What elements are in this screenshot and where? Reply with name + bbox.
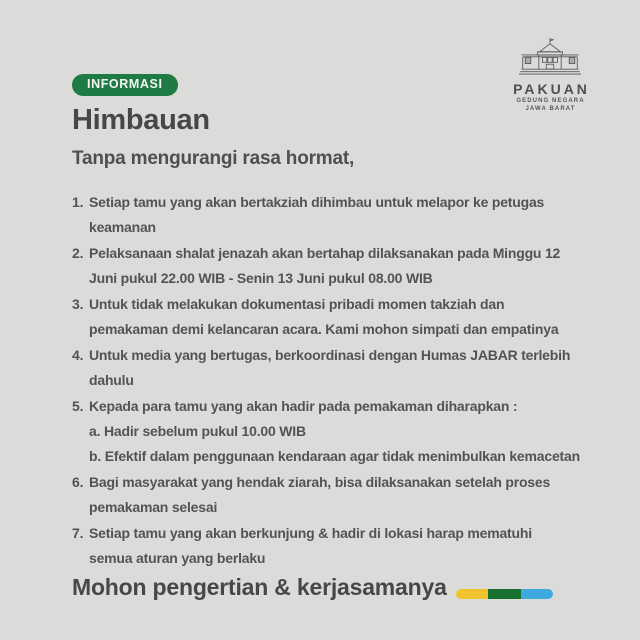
- list-item-number: 7.: [72, 525, 84, 541]
- list-line: semua aturan yang berlaku: [89, 550, 266, 566]
- page-title: Himbauan: [72, 104, 210, 136]
- accent-bar-green-segment: [488, 589, 520, 599]
- logo-subtitle-1: GEDUNG NEGARA: [516, 98, 585, 104]
- list-item-3: [72, 292, 612, 342]
- list-line: pemakaman selesai: [89, 499, 218, 515]
- list-line: Juni pukul 22.00 WIB - Senin 13 Juni pukul 08.00 WIB: [89, 270, 433, 286]
- list-item-4: [72, 343, 612, 393]
- list-line: Untuk tidak melakukan dokumentasi pribadi momen takziah dan: [89, 296, 505, 312]
- list-line: Setiap tamu yang akan berkunjung & hadir di lokasi harap mematuhi: [89, 525, 532, 541]
- page-subtitle: Tanpa mengurangi rasa hormat,: [72, 148, 355, 169]
- list-line: b. Efektif dalam penggunaan kendaraan agar tidak menimbulkan kemacetan: [89, 448, 580, 464]
- logo-name: PAKUAN: [513, 81, 590, 97]
- list-item-number: 1.: [72, 194, 84, 210]
- accent-bar-blue-segment: [521, 589, 553, 599]
- pakuan-logo: [495, 38, 605, 113]
- logo-subtitle-2: JAWA BARAT: [525, 106, 576, 112]
- list-item-6: [72, 470, 612, 520]
- list-item-7: [72, 521, 612, 571]
- list-item-number: 4.: [72, 347, 84, 363]
- list-line: Pelaksanaan shalat jenazah akan bertahap dilaksanakan pada Minggu 12: [89, 245, 561, 261]
- list-item-number: 6.: [72, 474, 84, 490]
- list-line: Kepada para tamu yang akan hadir pada pemakaman diharapkan :: [89, 398, 518, 414]
- government-building-icon: [519, 38, 581, 78]
- list-item-1: [72, 190, 612, 240]
- accent-bar: [456, 589, 553, 599]
- list-line: dahulu: [89, 372, 134, 388]
- list-line: Setiap tamu yang akan bertakziah dihimbau untuk melapor ke petugas: [89, 194, 545, 210]
- list-line: a. Hadir sebelum pukul 10.00 WIB: [89, 423, 306, 439]
- list-item-5: [72, 394, 612, 469]
- list-line: Bagi masyarakat yang hendak ziarah, bisa dilaksanakan setelah proses: [89, 474, 551, 490]
- accent-bar-yellow-segment: [456, 589, 488, 599]
- closing-text: Mohon pengertian & kerjasamanya: [72, 574, 447, 600]
- advisory-list: [72, 190, 612, 572]
- list-item-number: 2.: [72, 245, 84, 261]
- list-item-number: 5.: [72, 398, 84, 414]
- list-line: Untuk media yang bertugas, berkoordinasi dengan Humas JABAR terlebih: [89, 347, 571, 363]
- informasi-badge: INFORMASI: [72, 74, 178, 96]
- list-line: pemakaman demi kelancaran acara. Kami mohon simpati dan empatinya: [89, 321, 559, 337]
- list-item-2: [72, 241, 612, 291]
- list-item-number: 3.: [72, 296, 84, 312]
- list-line: keamanan: [89, 219, 156, 235]
